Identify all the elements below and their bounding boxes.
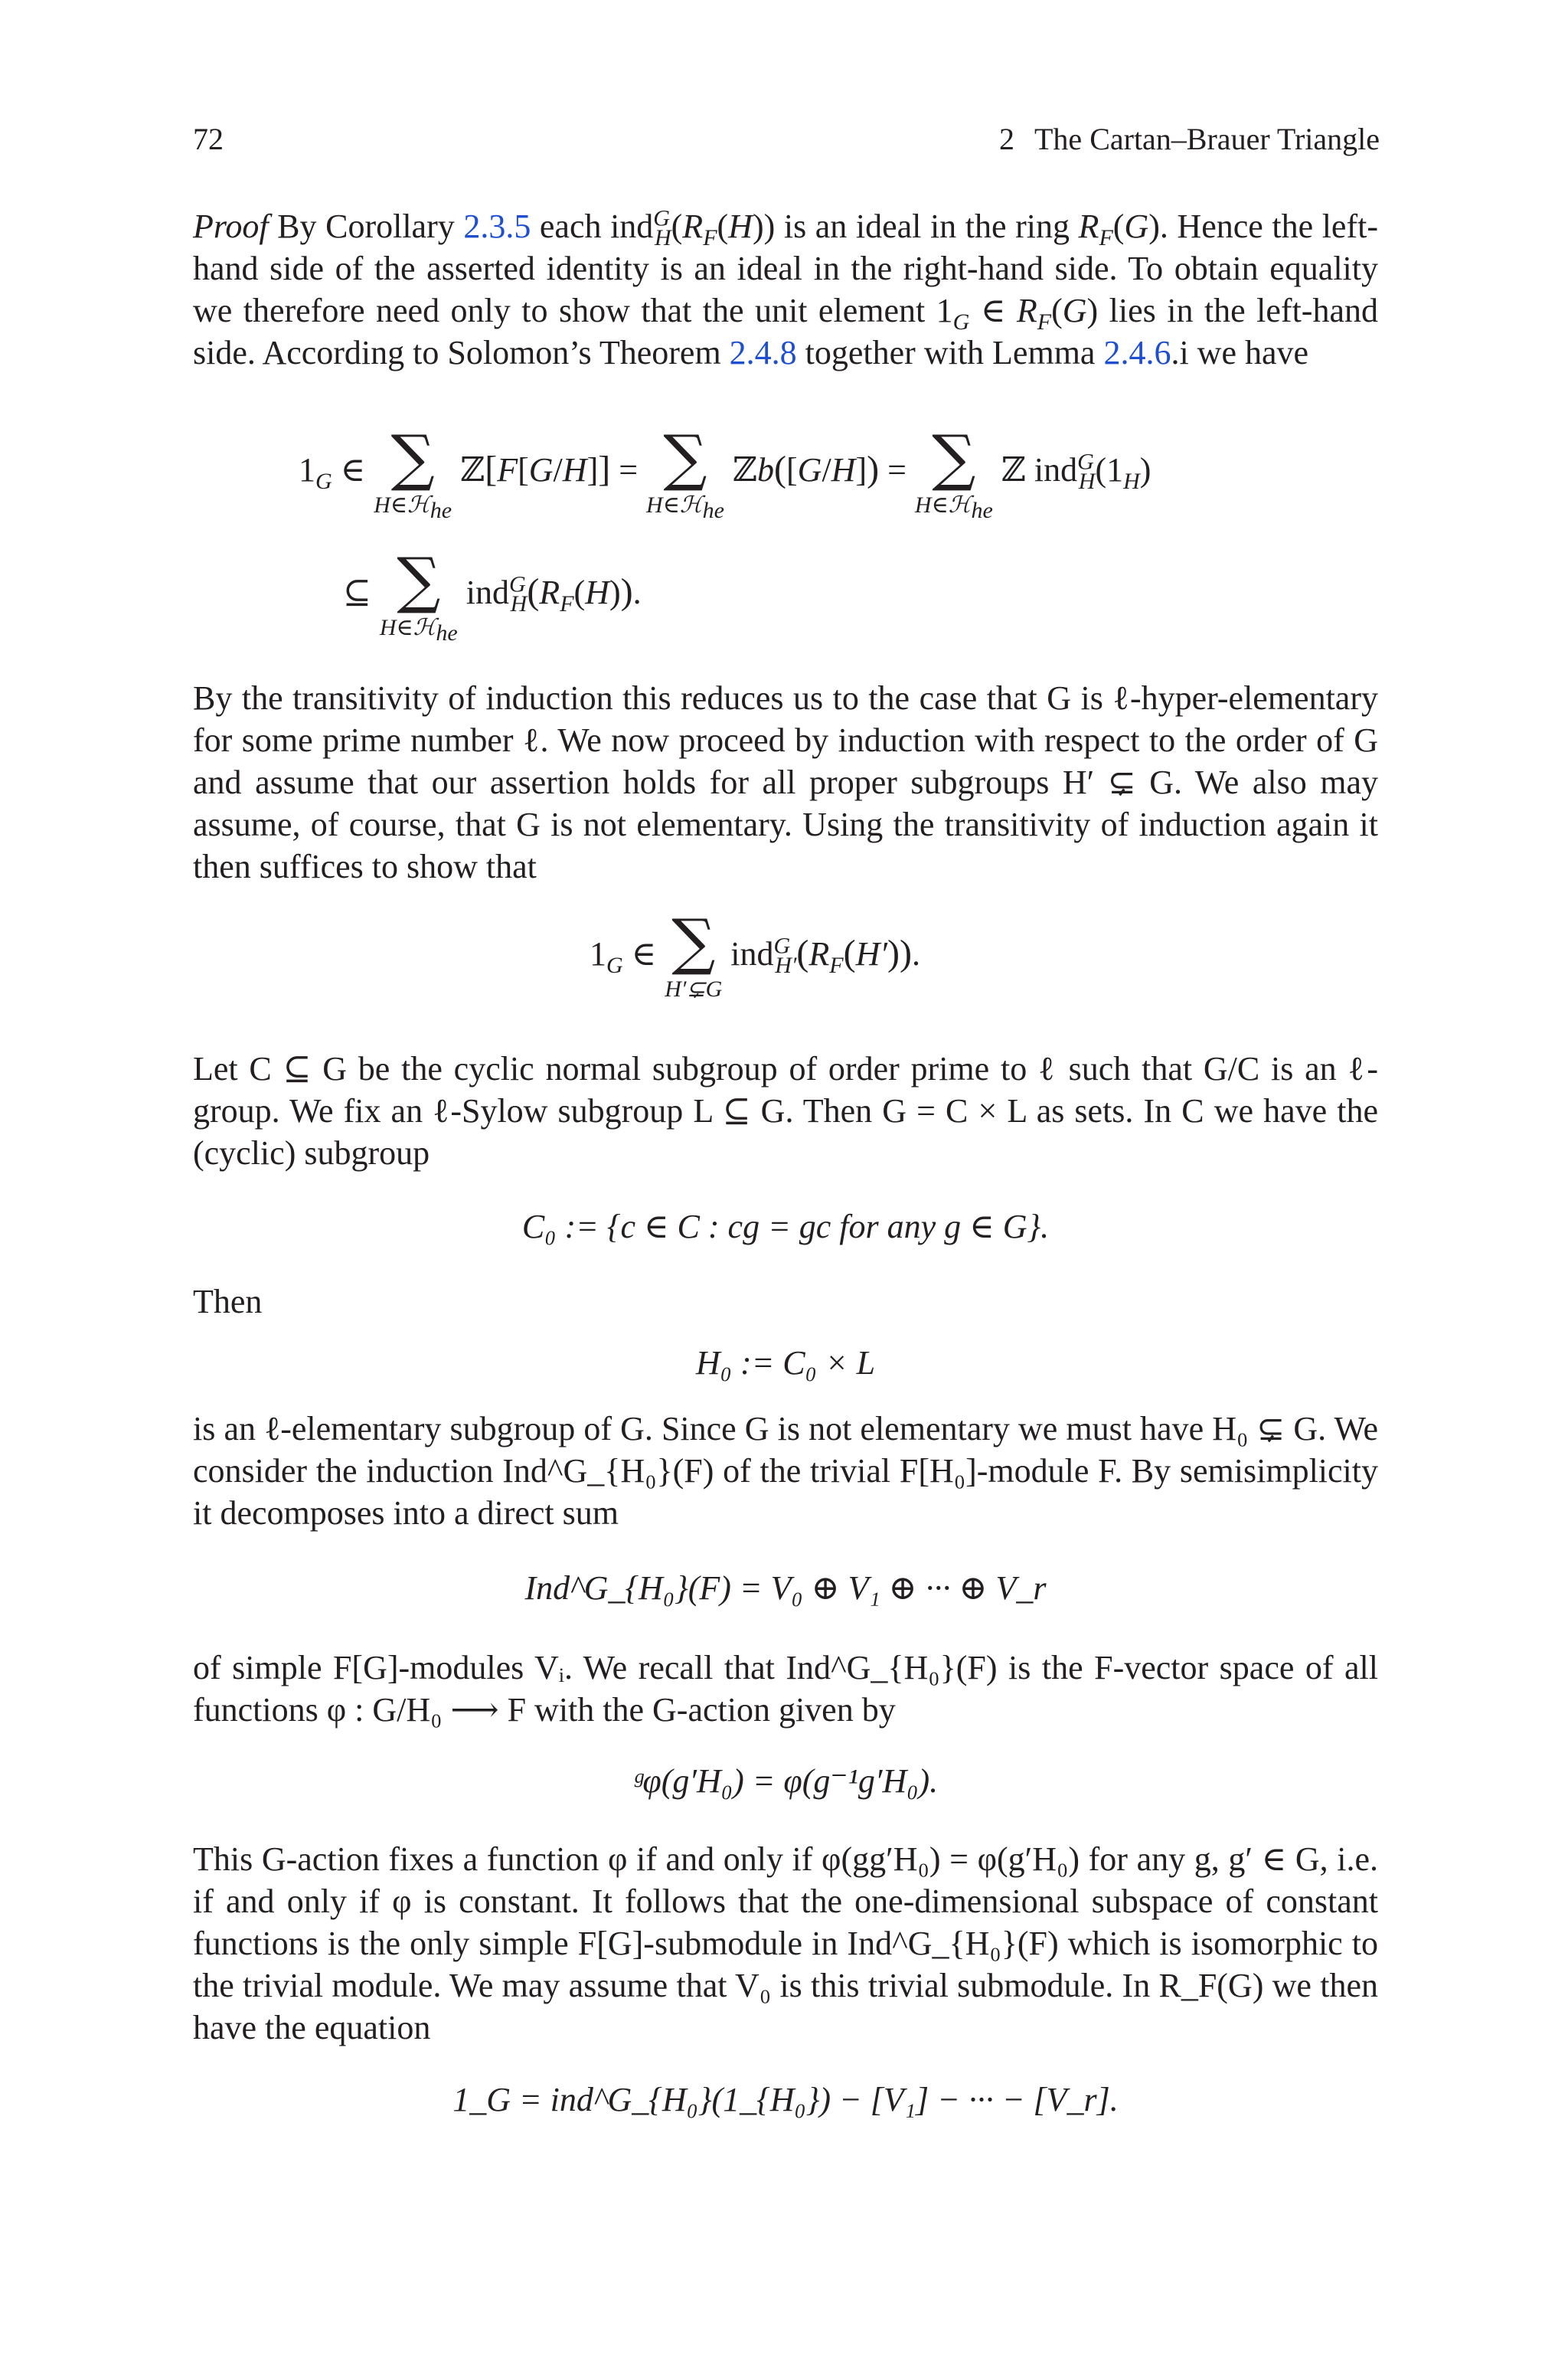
paragraph-2 [193, 677, 1378, 888]
equation-h0: H₀ := C₀ × L [695, 1344, 876, 1382]
page-number: 72 [193, 122, 224, 156]
equation-c0: C₀ := {c ∈ C : cg = gc for any g ∈ G}. [521, 1208, 1050, 1245]
paragraph-4 [193, 1281, 1378, 1323]
sum-symbol: ∑ H∈ℋ$_{he}$ [374, 422, 452, 523]
paragraph-text: of simple F[G]-modules Vᵢ. We recall that Ind^G_{H₀}(F) is the F-vector space of all functions φ : G/H₀ ⟶ F with the G-action given by [193, 1649, 1378, 1729]
link-lemma[interactable]: 2.4.6 [1103, 334, 1171, 371]
text-run: .i we have [1171, 334, 1309, 371]
paragraph-text: is an ℓ-elementary subgroup of G. Since G is not elementary we must have H₀ ⊊ G. We consider the induction Ind^G_{H₀}(F) of the trivial F[H₀]-module F. By semisimplicity it decomposes into a direct sum [193, 1410, 1378, 1532]
sum-symbol: ∑ H′⊊G [665, 906, 723, 1002]
equation-final: 1_G = ind^G_{H₀}(1_{H₀}) − [V₁] − ··· − [V_r]. [452, 2081, 1119, 2118]
sum-symbol: ∑ H∈ℋ$_{he}$ [379, 545, 458, 646]
display-equation-subset: ⊆ ∑ H∈ℋ$_{he}$ $ind^G_H(R_F(H))$. [343, 545, 642, 646]
chapter-title: The Cartan–Brauer Triangle [1034, 122, 1380, 156]
math-rfg: $R_F$ [1078, 208, 1113, 250]
chapter-heading [999, 121, 1380, 157]
link-corollary[interactable]: 2.3.5 [463, 208, 531, 245]
paragraph-5 [193, 1408, 1378, 1534]
text-run: together with Lemma [796, 334, 1104, 371]
text-run: each [531, 208, 611, 245]
running-header [193, 121, 1380, 164]
paragraph-text: Then [193, 1283, 263, 1320]
text-run: By Corollary [268, 208, 464, 245]
proof-label: Proof [193, 208, 269, 245]
link-theorem[interactable]: 2.4.8 [729, 334, 797, 371]
paragraph-text: Let C ⊆ G be the cyclic normal subgroup of order prime to ℓ such that G/C is an ℓ-group. We fix an ℓ-Sylow subgroup L ⊆ G. Then G = C × L as sets. In C we have the (cyclic) subgroup [193, 1050, 1378, 1172]
paragraph-7 [193, 1838, 1378, 2049]
sum-symbol: ∑ H∈ℋ$_{he}$ [914, 422, 993, 523]
text-run: lies in the left-hand side. According to Solomon’s Theorem [193, 292, 1378, 371]
equation-decomposition: Ind^G_{H₀}(F) = V₀ ⊕ V₁ ⊕ ··· ⊕ V_r [524, 1569, 1047, 1607]
equation-g-action: ᵍφ(g′H₀) = φ(g⁻¹g′H₀). [632, 1762, 939, 1800]
display-equation-proper-subgroups: $1_G$ ∈ ∑ H′⊊G $ind^G_{H'}(R_F(H'))$. [590, 906, 920, 1002]
paragraph-3 [193, 1048, 1378, 1174]
sum-symbol: ∑ H∈ℋ$_{he}$ [646, 422, 724, 523]
math-ind: $ind^G_H(R_F(H))$ [610, 205, 776, 250]
text-run: . Hence the left-hand side of the asserted identity is an ideal in the right-hand side. To obtain equality we therefore need only to show that the unit element [193, 208, 1378, 329]
text-run: is an ideal in the ring [775, 208, 1079, 245]
proof-paragraph-1: Proof By Corollary 2.3.5 each $ind^G_H(R_F(H))$ is an ideal in the ring $R_F(G)$. Hence the left-hand side of the asserted identity is an ideal in the right-hand side. To obtain equality we therefore need only to show that the unit element $1_G$ ∈ $R_F(G)$ lies in the left-hand side. According to Solomon’s Theorem 2.4.8 together with Lemma 2.4.6.i we have [193, 205, 1378, 371]
paragraph-text: By the transitivity of induction this reduces us to the case that G is ℓ-hyper-elementary for some prime number ℓ. We now proceed by induction with respect to the order of G and assume that our assertion holds for all proper subgroups H′ ⊊ G. We also may assume, of course, that G is not elementary. Using the transitivity of induction again it then suffices to show that [193, 679, 1378, 885]
paragraph-6 [193, 1647, 1378, 1731]
chapter-number: 2 [999, 122, 1014, 156]
paragraph-text: This G-action fixes a function φ if and only if φ(gg′H₀) = φ(g′H₀) for any g, g′ ∈ G, i.e. if and only if φ is constant. It follows that the one-dimensional subspace of constant functions is the only simple F[G]-submodule in Ind^G_{H₀}(F) which is isomorphic to the trivial module. We may assume that V₀ is this trivial submodule. In R_F(G) we then have the equation [193, 1840, 1378, 2046]
display-equation-sum: $1_G$ ∈ ∑ H∈ℋ$_{he}$ ℤ[F[G/H]] = ∑ H∈ℋ$_{he}$ ℤb([G/H]) = ∑ H∈ℋ$_{he}$ ℤ $ind^G_H(1_H)$ [299, 422, 1152, 523]
